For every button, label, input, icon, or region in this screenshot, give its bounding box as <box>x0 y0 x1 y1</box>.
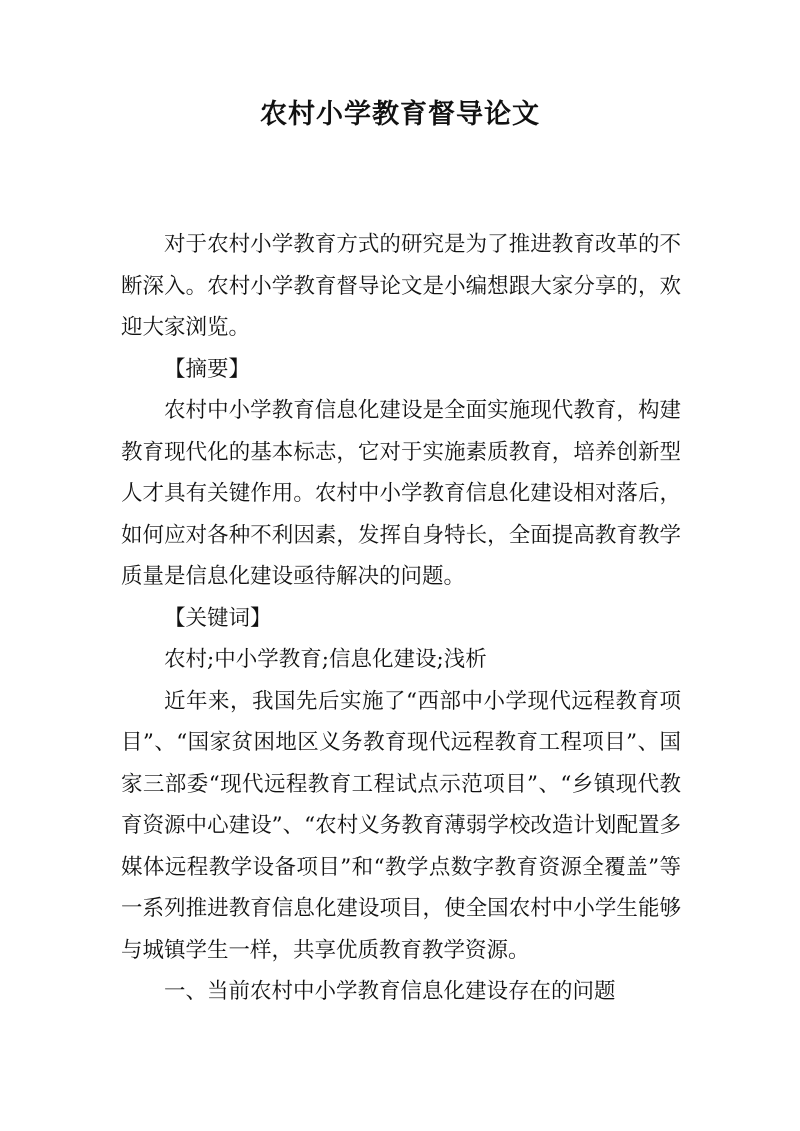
keywords-paragraph: 农村;中小学教育;信息化建设;浅析 <box>164 647 487 672</box>
section-heading: 一、当前农村中小学教育信息化建设存在的问题 <box>164 979 616 1004</box>
keywords-heading: 【关键词】 <box>164 605 272 631</box>
document-body <box>121 224 681 1013</box>
intro-paragraph: 对于农村小学教育方式的研究是为了推进教育改革的不断深入。农村小学教育督导论文是小编想跟大家分享的，欢迎大家浏览。 <box>121 232 681 340</box>
abstract-heading: 【摘要】 <box>164 356 251 382</box>
document-title: 农村小学教育督导论文 <box>260 99 540 130</box>
abstract-paragraph: 农村中小学教育信息化建设是全面实施现代教育，构建教育现代化的基本标志，它对于实施素质教育，培养创新型人才具有关键作用。农村中小学教育信息化建设相对落后，如何应对各种不利因素，发挥自身特长，全面提高教育教学质量是信息化建设亟待解决的问题。 <box>121 398 681 589</box>
background-paragraph: 近年来，我国先后实施了“西部中小学现代远程教育项目”、“国家贫困地区义务教育现代远程教育工程项目”、国家三部委“现代远程教育工程试点示范项目”、“乡镇现代教育资源中心建设”、“农村义务教育薄弱学校改造计划配置多媒体远程教学设备项目”和“教学点数字教育资源全覆盖”等一系列推进教育信息化建设项目，使全国农村中小学生能够与城镇学生一样，共享优质教育教学资源。 <box>121 688 681 963</box>
